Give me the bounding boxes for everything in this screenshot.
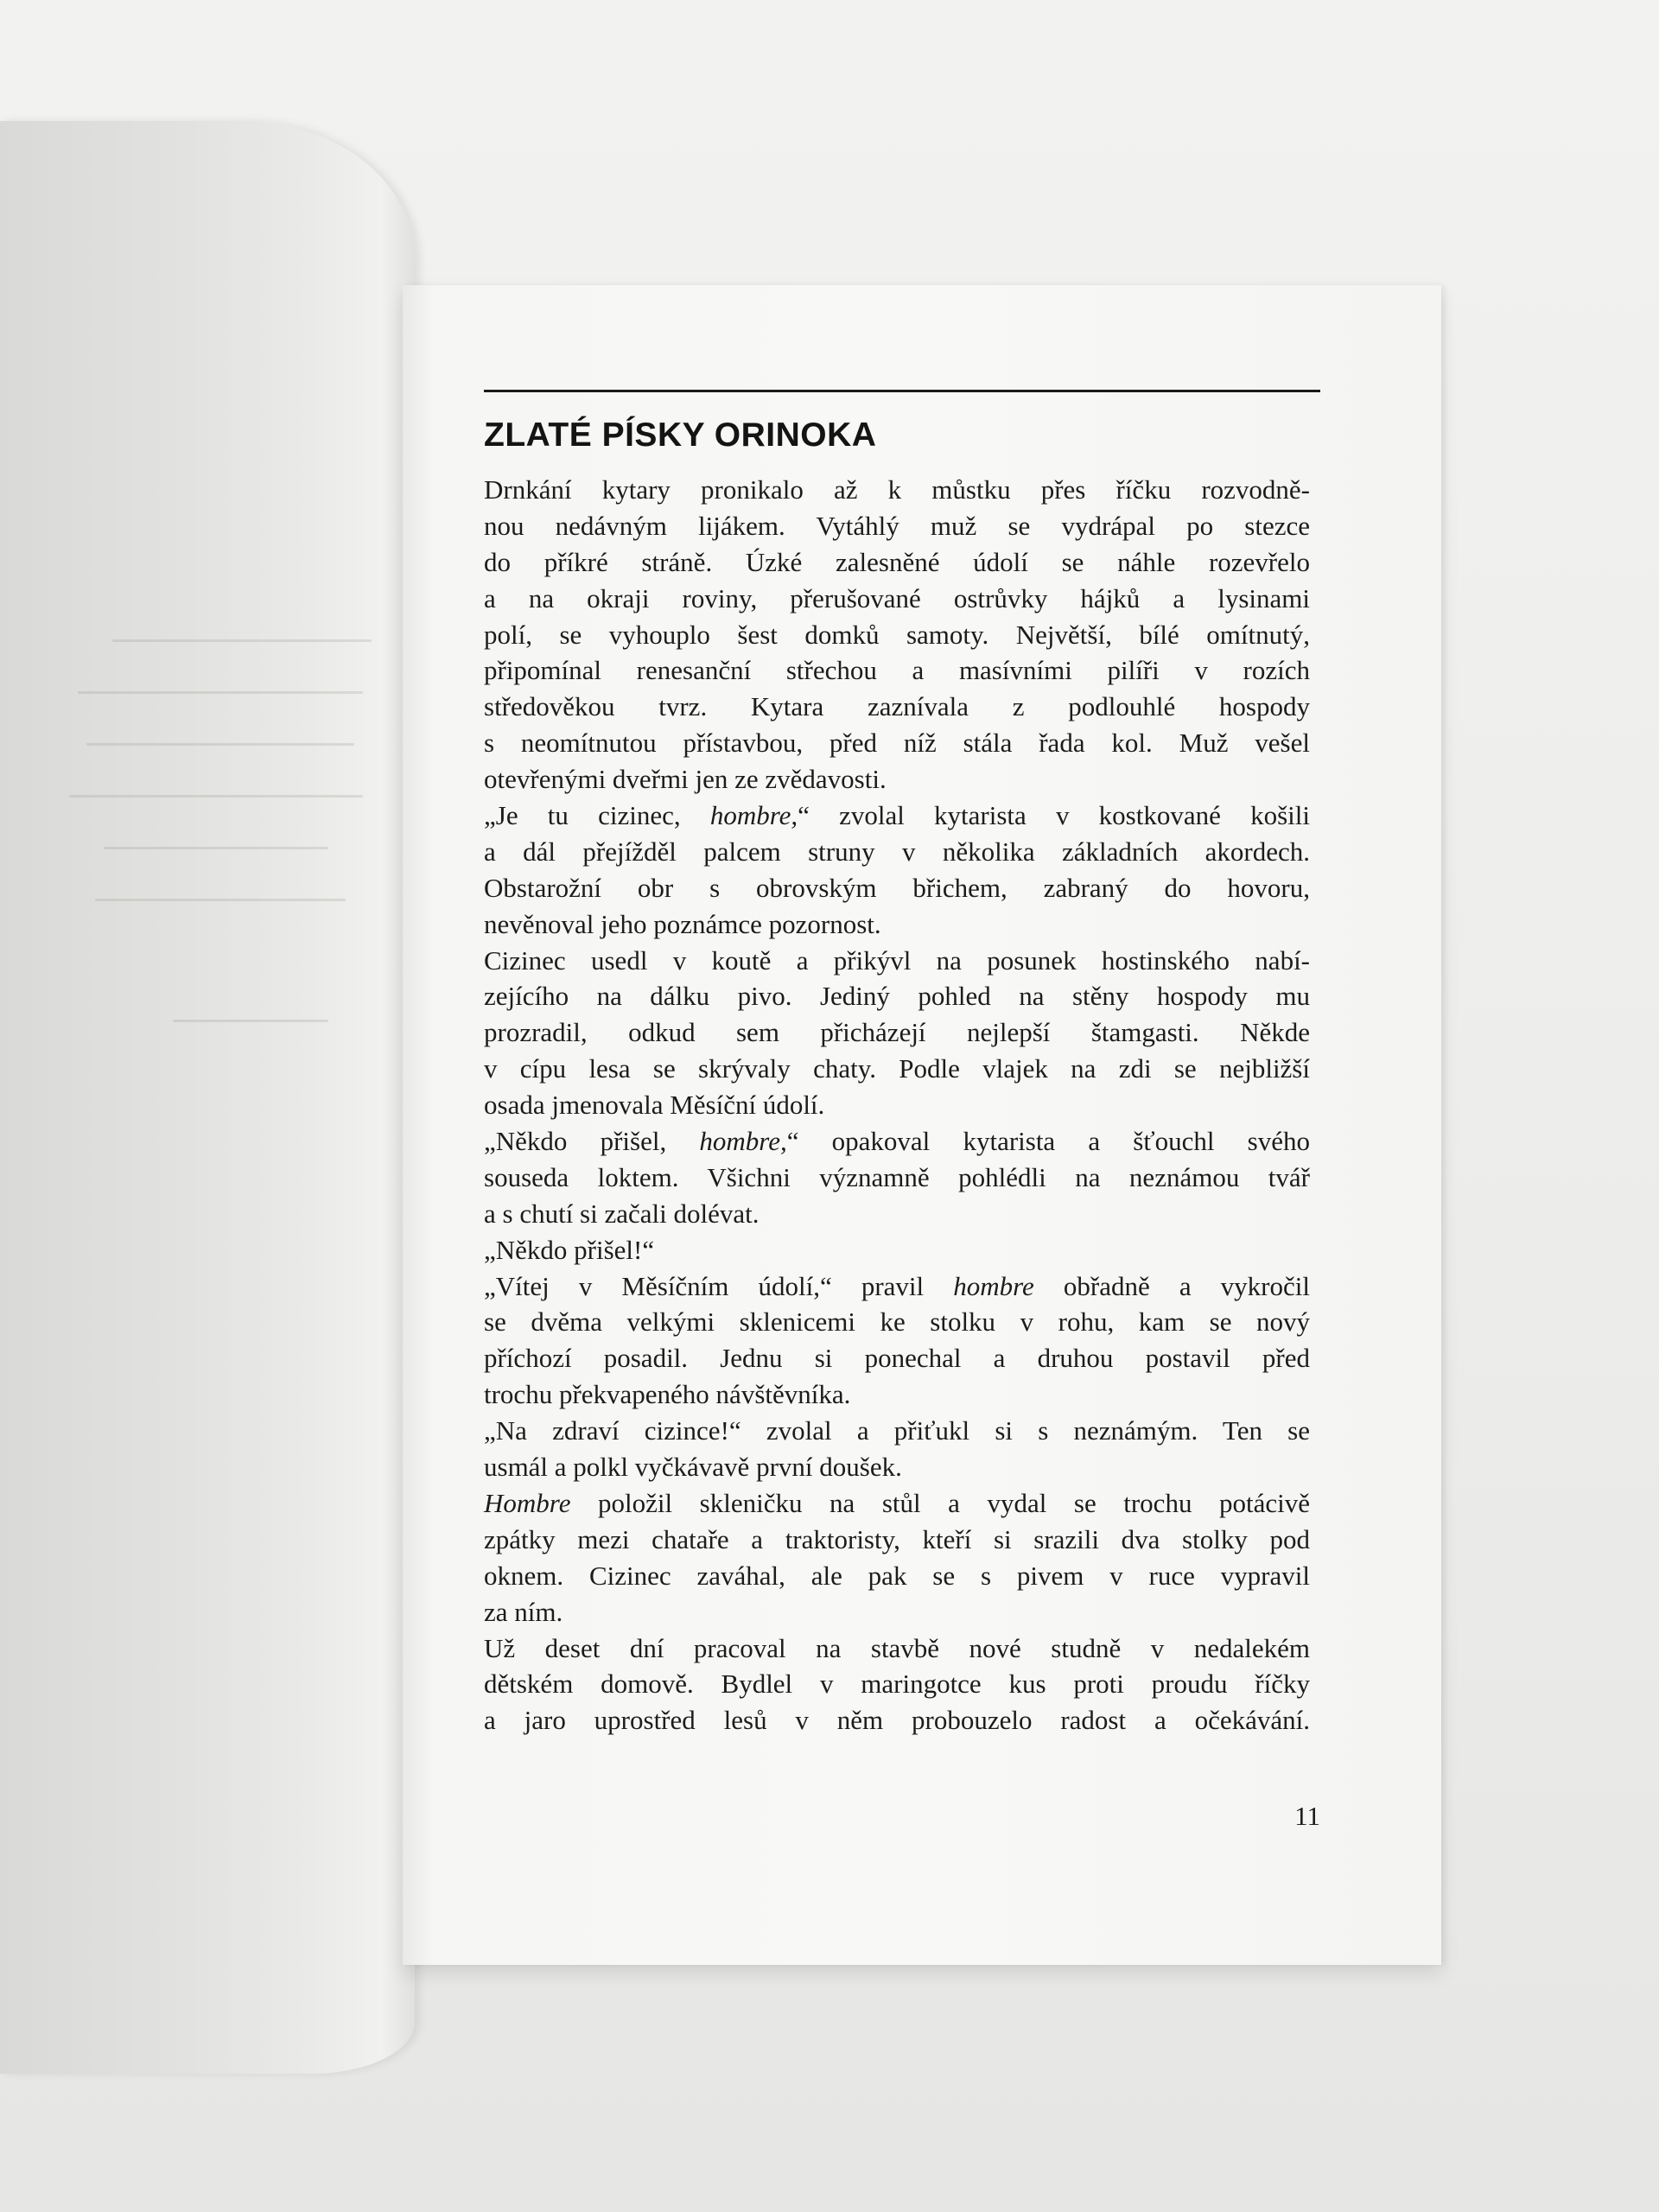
text-line: příchozí posadil. Jednu si ponechal a druhou postavil před: [484, 1343, 1310, 1374]
ghost-text-line: [112, 639, 372, 642]
text-line: polí, se vyhouplo šest domků samoty. Největší, bílé omítnutý,: [484, 619, 1310, 650]
ghost-text-line: [104, 847, 328, 849]
text-line: souseda loktem. Všichni významně pohlédli na neznámou tvář: [484, 1161, 1310, 1192]
ghost-text-line: [173, 1020, 328, 1022]
ghost-text-line: [86, 743, 354, 746]
text-line: Cizinec usedl v koutě a přikývl na posunek hostinského nabí-: [484, 944, 1310, 976]
text-line: nevěnoval jeho poznámce pozornost.: [484, 908, 881, 939]
body-text: [484, 472, 1310, 1738]
text-line: do příkré stráně. Úzké zalesněné údolí se náhle rozevřelo: [484, 546, 1310, 577]
italic-word: hombre,: [699, 1126, 787, 1157]
text-line: a na okraji roviny, přerušované ostrůvky hájků a lysinami: [484, 582, 1310, 613]
text-line: dětském domově. Bydlel v maringotce kus proti proudu říčky: [484, 1669, 1310, 1700]
text-line: s neomítnutou přístavbou, před níž stála řada kol. Muž vešel: [484, 728, 1310, 759]
text-line: Drnkání kytary pronikalo až k můstku přes říčku rozvodně-: [484, 474, 1310, 505]
text-line: prozradil, odkud sem přicházejí nejlepší štamgasti. Někde: [484, 1017, 1310, 1048]
text-line: připomínal renesanční střechou a masívními pilíři v rozích: [484, 655, 1310, 686]
text-run: „Někdo přišel,: [484, 1126, 700, 1157]
text-line: za ním.: [484, 1596, 563, 1627]
text-run: “ zvolal kytarista v kostkované košili: [798, 800, 1310, 831]
text-line: nou nedávným lijákem. Vytáhlý muž se vydrápal po stezce: [484, 510, 1310, 541]
text-line: [484, 1123, 1310, 1160]
text-line: oknem. Cizinec zaváhal, ale pak se s pivem v ruce vypravil: [484, 1560, 1310, 1591]
text-run: položil skleničku na stůl a vydal se trochu potácivě: [570, 1487, 1310, 1518]
text-line: trochu překvapeného návštěvníka.: [484, 1379, 851, 1410]
text-line: Obstarožní obr s obrovským břichem, zabraný do hovoru,: [484, 872, 1310, 903]
text-line: Už deset dní pracoval na stavbě nové studně v nedalekém: [484, 1632, 1310, 1663]
chapter-rule: [484, 390, 1320, 392]
text-line: [484, 1268, 1310, 1305]
ghost-text-line: [95, 899, 346, 901]
text-line: [484, 1485, 1310, 1522]
text-line: „Na zdraví cizince!“ zvolal a přiťukl si s neznámým. Ten se: [484, 1415, 1310, 1446]
text-line: „Někdo přišel!“: [484, 1234, 655, 1265]
text-line: usmál a polkl vyčkávavě první doušek.: [484, 1452, 902, 1483]
text-line: a jaro uprostřed lesů v něm probouzelo radost a očekávání.: [484, 1705, 1310, 1736]
text-line: zejícího na dálku pivo. Jediný pohled na stěny hospody mu: [484, 981, 1310, 1012]
text-line: a dál přejížděl palcem struny v několika základních akordech.: [484, 836, 1310, 867]
ghost-text-line: [78, 691, 363, 694]
text-run: “ opakoval kytarista a šťouchl svého: [786, 1126, 1310, 1157]
text-run: „Je tu cizinec,: [484, 800, 710, 831]
chapter-title: ZLATÉ PÍSKY ORINOKA: [484, 416, 877, 454]
text-line: středověkou tvrz. Kytara zaznívala z podlouhlé hospody: [484, 691, 1310, 722]
text-line: osada jmenovala Měsíční údolí.: [484, 1090, 825, 1121]
italic-word: hombre: [953, 1270, 1034, 1301]
page-number: 11: [1294, 1801, 1320, 1831]
text-line: a s chutí si začali dolévat.: [484, 1198, 760, 1229]
text-line: [484, 798, 1310, 834]
text-line: otevřenými dveřmi jen ze zvědavosti.: [484, 764, 887, 795]
italic-word: Hombre: [484, 1487, 571, 1518]
italic-word: hombre,: [709, 800, 798, 831]
ghost-text-line: [69, 795, 363, 798]
text-run: „Vítej v Měsíčním údolí,“ pravil: [484, 1270, 954, 1301]
text-line: se dvěma velkými sklenicemi ke stolku v rohu, kam se nový: [484, 1306, 1310, 1338]
text-run: obřadně a vykročil: [1033, 1270, 1310, 1301]
left-book-page: [0, 121, 415, 2074]
text-line: zpátky mezi chataře a traktoristy, kteří si srazili dva stolky pod: [484, 1523, 1310, 1554]
text-line: v cípu lesa se skrývaly chaty. Podle vlajek na zdi se nejbližší: [484, 1053, 1310, 1084]
